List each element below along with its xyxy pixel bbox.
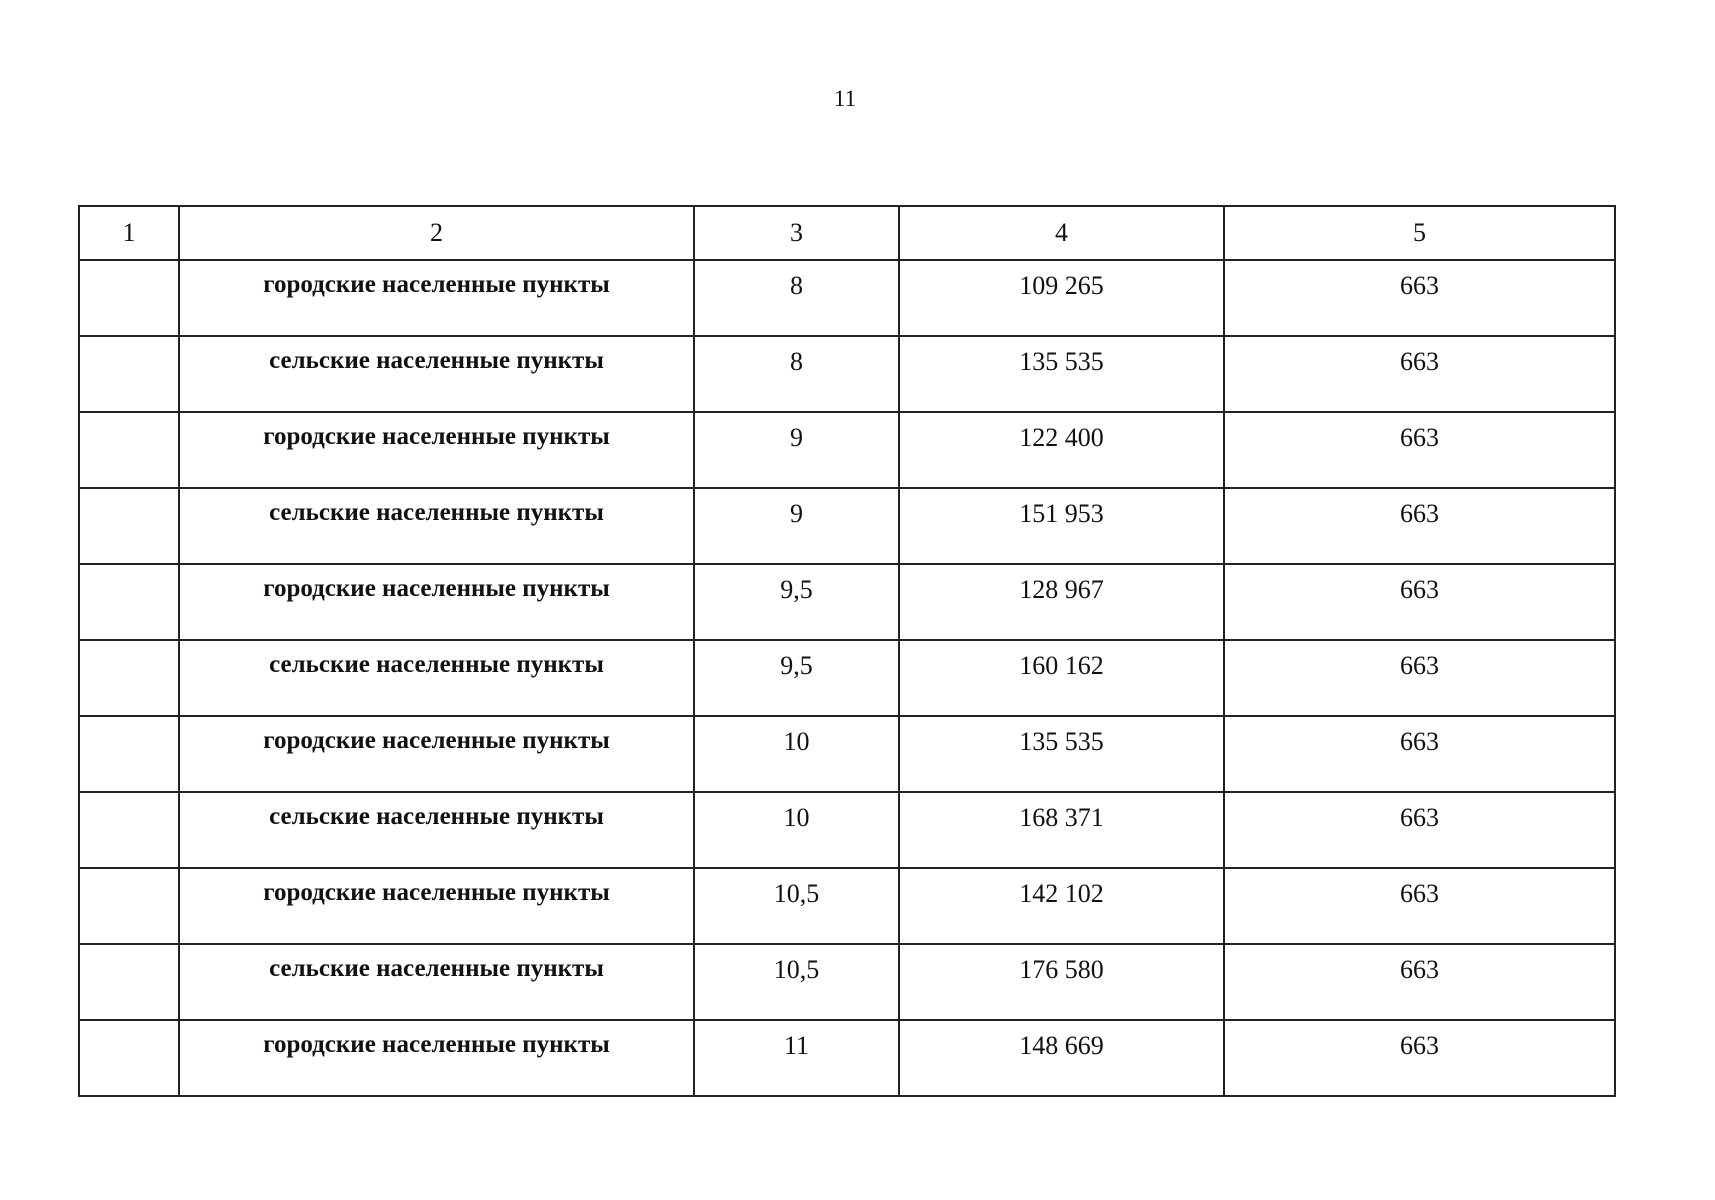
cell-col-4: 109 265 — [899, 260, 1224, 336]
header-cell-col-5: 5 — [1224, 206, 1615, 260]
cell-col-4: 135 535 — [899, 336, 1224, 412]
cell-col-3: 9 — [694, 488, 899, 564]
cell-col-1 — [79, 260, 179, 336]
cell-col-3: 8 — [694, 336, 899, 412]
cell-col-4: 168 371 — [899, 792, 1224, 868]
cell-col-3: 10,5 — [694, 944, 899, 1020]
cell-col-4: 151 953 — [899, 488, 1224, 564]
cell-col-1 — [79, 792, 179, 868]
cell-col-5: 663 — [1224, 564, 1615, 640]
cell-col-1 — [79, 564, 179, 640]
cell-col-4: 135 535 — [899, 716, 1224, 792]
cell-col-5: 663 — [1224, 716, 1615, 792]
cell-col-5: 663 — [1224, 868, 1615, 944]
header-cell-col-3: 3 — [694, 206, 899, 260]
table-row — [79, 488, 1615, 564]
cell-col-1 — [79, 336, 179, 412]
cell-settlement-type: сельские населенные пункты — [179, 640, 694, 716]
cell-col-5: 663 — [1224, 1020, 1615, 1096]
cell-col-5: 663 — [1224, 640, 1615, 716]
cell-settlement-type: сельские населенные пункты — [179, 792, 694, 868]
header-row — [79, 206, 1615, 260]
cell-col-5: 663 — [1224, 260, 1615, 336]
table-row — [79, 640, 1615, 716]
cell-col-1 — [79, 412, 179, 488]
table-row — [79, 868, 1615, 944]
page-number: 11 — [833, 86, 857, 111]
cell-col-3: 9,5 — [694, 564, 899, 640]
table-row — [79, 260, 1615, 336]
table-row — [79, 564, 1615, 640]
cell-col-1 — [79, 640, 179, 716]
cell-col-4: 160 162 — [899, 640, 1224, 716]
cell-settlement-type: городские населенные пункты — [179, 716, 694, 792]
cell-col-4: 142 102 — [899, 868, 1224, 944]
cell-col-5: 663 — [1224, 412, 1615, 488]
cell-settlement-type: сельские населенные пункты — [179, 336, 694, 412]
cell-col-3: 10 — [694, 792, 899, 868]
cell-settlement-type: городские населенные пункты — [179, 1020, 694, 1096]
cell-settlement-type: городские населенные пункты — [179, 260, 694, 336]
cell-col-1 — [79, 944, 179, 1020]
cell-col-4: 128 967 — [899, 564, 1224, 640]
cell-settlement-type: городские населенные пункты — [179, 868, 694, 944]
cell-col-5: 663 — [1224, 336, 1615, 412]
cell-settlement-type: сельские населенные пункты — [179, 488, 694, 564]
header-cell-col-1: 1 — [79, 206, 179, 260]
cell-col-3: 11 — [694, 1020, 899, 1096]
cell-settlement-type: городские населенные пункты — [179, 564, 694, 640]
cell-col-1 — [79, 868, 179, 944]
cell-col-4: 148 669 — [899, 1020, 1224, 1096]
cell-col-4: 176 580 — [899, 944, 1224, 1020]
table-row — [79, 792, 1615, 868]
cell-col-1 — [79, 716, 179, 792]
table-row — [79, 716, 1615, 792]
cell-settlement-type: сельские населенные пункты — [179, 944, 694, 1020]
table-row — [79, 336, 1615, 412]
table-row — [79, 1020, 1615, 1096]
data-table — [78, 205, 1616, 1097]
cell-col-4: 122 400 — [899, 412, 1224, 488]
cell-col-5: 663 — [1224, 944, 1615, 1020]
header-cell-col-4: 4 — [899, 206, 1224, 260]
cell-col-5: 663 — [1224, 792, 1615, 868]
cell-col-3: 8 — [694, 260, 899, 336]
cell-col-5: 663 — [1224, 488, 1615, 564]
table-row — [79, 412, 1615, 488]
cell-col-3: 10,5 — [694, 868, 899, 944]
cell-col-3: 9,5 — [694, 640, 899, 716]
header-cell-col-2: 2 — [179, 206, 694, 260]
cell-col-3: 10 — [694, 716, 899, 792]
cell-settlement-type: городские населенные пункты — [179, 412, 694, 488]
cell-col-1 — [79, 1020, 179, 1096]
cell-col-3: 9 — [694, 412, 899, 488]
table-row — [79, 944, 1615, 1020]
cell-col-1 — [79, 488, 179, 564]
